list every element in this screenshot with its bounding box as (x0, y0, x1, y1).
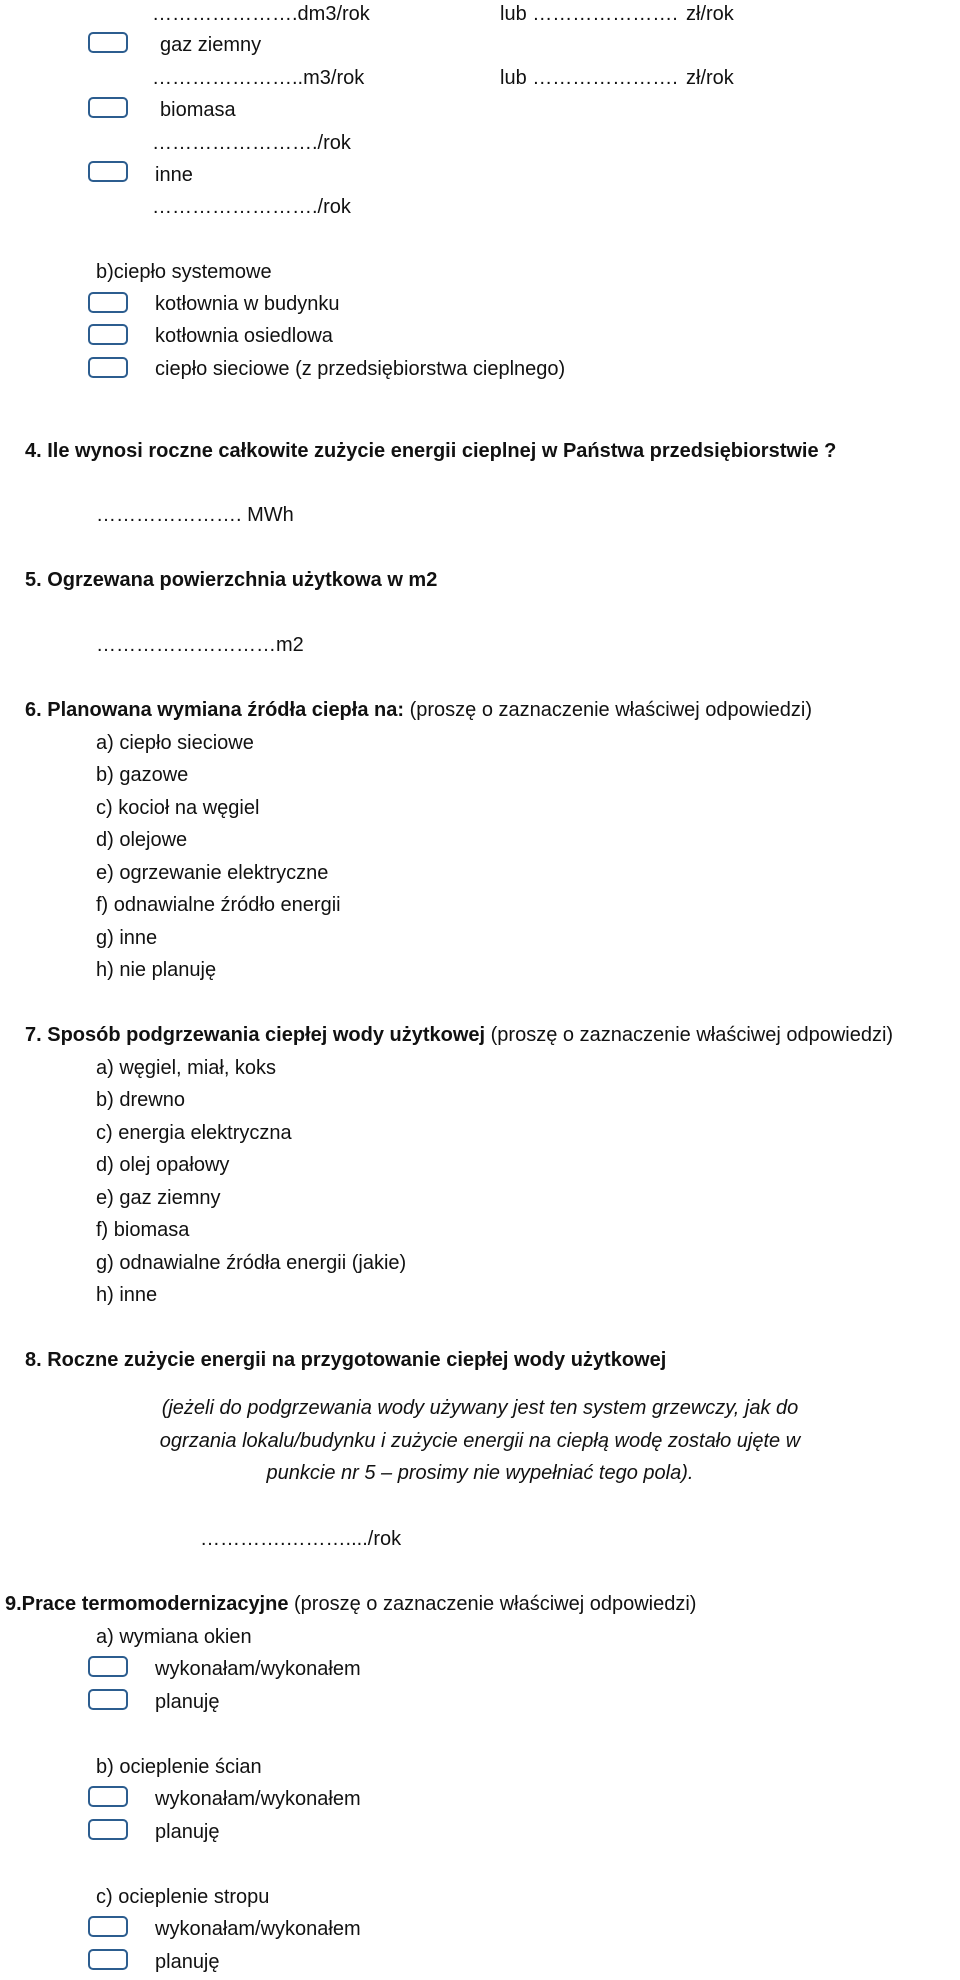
windows-planned-checkbox[interactable] (88, 1689, 128, 1710)
q6-option[interactable]: b) gazowe (96, 764, 189, 786)
q4-title: 4. Ile wynosi roczne całkowite zużycie energii cieplnej w Państwa przedsiębiorstwie ? (25, 440, 837, 462)
q6-option[interactable]: e) ogrzewanie elektryczne (96, 862, 329, 884)
fuel-row1-or[interactable]: lub …………………. (500, 3, 678, 25)
q7-option[interactable]: d) olej opałowy (96, 1154, 230, 1176)
system-heat-option: ciepło sieciowe (z przedsiębiorstwa cieplnego) (155, 358, 566, 380)
fuel-row1-cost: zł/rok (686, 3, 734, 25)
q6-title-note: (proszę o zaznaczenie właściwej odpowiedzi) (404, 699, 812, 721)
q9-title-note: (proszę o zaznaczenie właściwej odpowiedzi) (288, 1593, 697, 1615)
q6-option[interactable]: f) odnawialne źródło energii (96, 894, 341, 916)
other-checkbox[interactable] (88, 161, 128, 182)
q6-option[interactable]: g) inne (96, 927, 158, 949)
biomass-label: biomasa (160, 99, 236, 121)
fuel-row2-cost: zł/rok (686, 67, 734, 89)
system-heat-option: kotłownia w budynku (155, 293, 340, 315)
q9-group-label: c) ocieplenie stropu (96, 1886, 270, 1908)
fuel-row3-amount[interactable]: ……………………./rok (152, 132, 351, 154)
system-heat-checkbox-2[interactable] (88, 324, 128, 345)
q8-note-line: ogrzania lokalu/budynku i zużycie energii na ciepłą wodę zostało ujęte w (159, 1430, 801, 1452)
ceiling-done-label: wykonałam/wykonałem (155, 1918, 361, 1940)
system-heat-checkbox-1[interactable] (88, 292, 128, 313)
fuel-row2-amount[interactable]: …………………..m3/rok (152, 67, 365, 89)
q6-option[interactable]: c) kocioł na węgiel (96, 797, 260, 819)
q7-option[interactable]: b) drewno (96, 1089, 185, 1111)
walls-done-checkbox[interactable] (88, 1786, 128, 1807)
q7-title (25, 1023, 893, 1047)
q5-title: 5. Ogrzewana powierzchnia użytkowa w m2 (25, 569, 438, 591)
ceiling-done-checkbox[interactable] (88, 1916, 128, 1937)
q8-note-line: (jeżeli do podgrzewania wody używany jest ten system grzewczy, jak do (161, 1397, 799, 1419)
walls-planned-label: planuję (155, 1821, 220, 1843)
walls-planned-checkbox[interactable] (88, 1819, 128, 1840)
q8-answer[interactable]: ………….………..../rok (200, 1528, 402, 1550)
q5-answer[interactable]: ………………………m2 (96, 634, 304, 656)
q9-title-main: 9.Prace termomodernizacyjne (5, 1593, 289, 1615)
q7-option[interactable]: f) biomasa (96, 1219, 190, 1241)
q8-note-line: punkcie nr 5 – prosimy nie wypełniać tego pola). (266, 1462, 694, 1484)
system-heat-option: kotłownia osiedlowa (155, 325, 333, 347)
ceiling-planned-label: planuję (155, 1951, 220, 1973)
q7-option[interactable]: c) energia elektryczna (96, 1122, 292, 1144)
q7-option[interactable]: e) gaz ziemny (96, 1187, 221, 1209)
q6-option[interactable]: d) olejowe (96, 829, 188, 851)
walls-done-label: wykonałam/wykonałem (155, 1788, 361, 1810)
q9-group-label: a) wymiana okien (96, 1626, 252, 1648)
windows-done-label: wykonałam/wykonałem (155, 1658, 361, 1680)
system-heat-checkbox-3[interactable] (88, 357, 128, 378)
ceiling-planned-checkbox[interactable] (88, 1949, 128, 1970)
q6-title-main: 6. Planowana wymiana źródła ciepła na: (25, 699, 405, 721)
windows-done-checkbox[interactable] (88, 1656, 128, 1677)
q4-answer[interactable]: …………………. MWh (96, 504, 294, 526)
biomass-checkbox[interactable] (88, 97, 128, 118)
q6-option[interactable]: a) ciepło sieciowe (96, 732, 254, 754)
fuel-row4-amount[interactable]: ……………………./rok (152, 196, 351, 218)
fuel-row1-amount[interactable]: ………………….dm3/rok (152, 3, 370, 25)
q7-title-main: 7. Sposób podgrzewania ciepłej wody użytkowej (25, 1024, 486, 1046)
q7-option[interactable]: h) inne (96, 1284, 158, 1306)
q6-title (25, 698, 812, 722)
q7-option[interactable]: a) węgiel, miał, koks (96, 1057, 277, 1079)
q8-title: 8. Roczne zużycie energii na przygotowanie ciepłej wody użytkowej (25, 1349, 667, 1371)
q7-option[interactable]: g) odnawialne źródła energii (jakie) (96, 1252, 407, 1274)
q6-option[interactable]: h) nie planuję (96, 959, 217, 981)
q9-title (5, 1592, 696, 1616)
fuel-row2-or[interactable]: lub …………………. (500, 67, 678, 89)
windows-planned-label: planuję (155, 1691, 220, 1713)
q7-title-note: (proszę o zaznaczenie właściwej odpowiedzi) (485, 1024, 894, 1046)
gas-checkbox[interactable] (88, 32, 128, 53)
system-heat-title: b)ciepło systemowe (96, 261, 272, 283)
other-label: inne (155, 164, 193, 186)
gas-label: gaz ziemny (160, 34, 262, 56)
q9-group-label: b) ocieplenie ścian (96, 1756, 262, 1778)
